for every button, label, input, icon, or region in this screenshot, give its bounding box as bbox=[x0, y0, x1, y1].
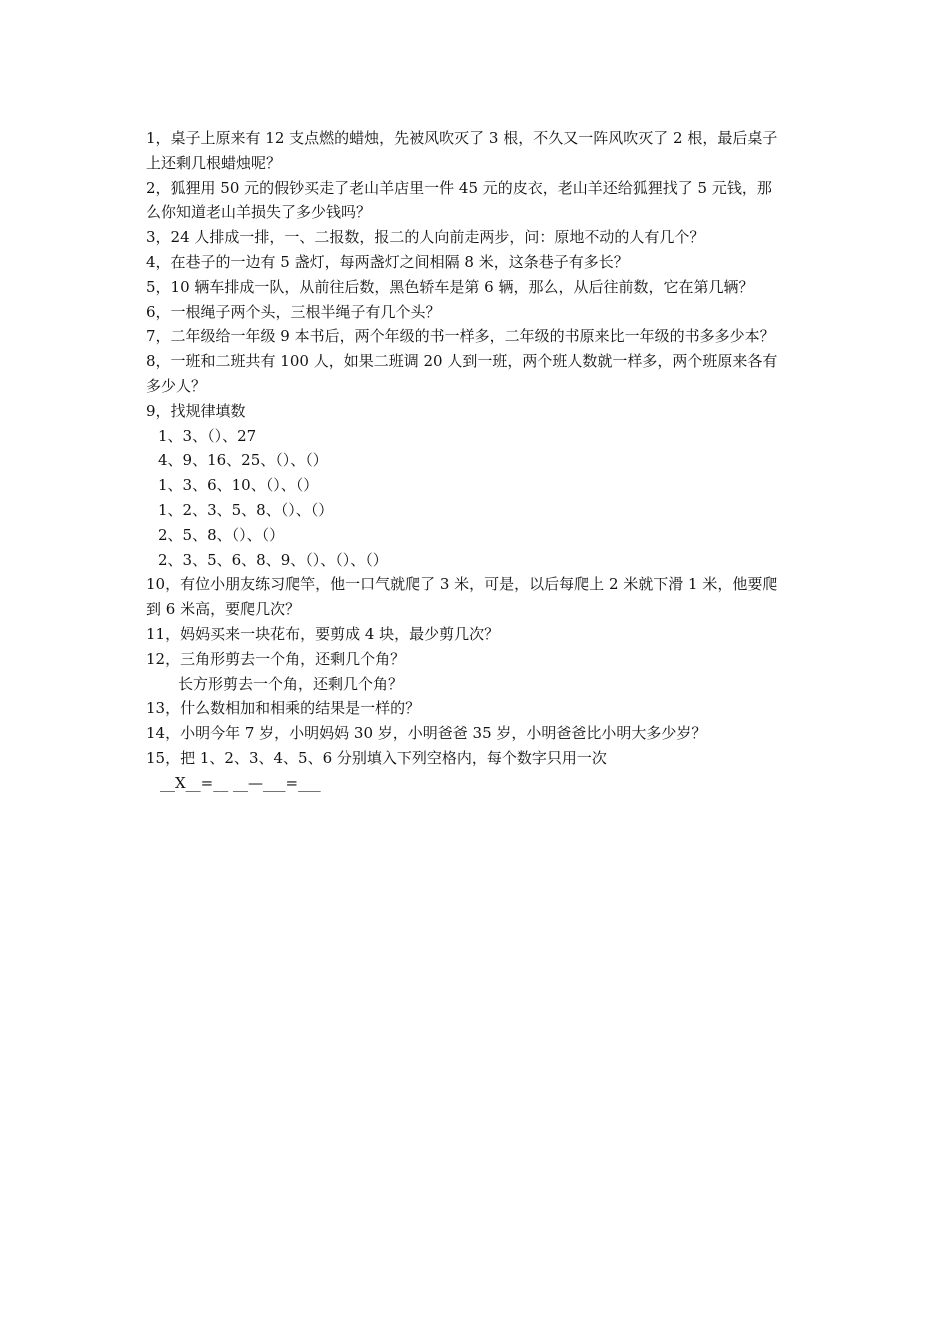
text-line: 6，一根绳子两个头，三根半绳子有几个头？ bbox=[146, 302, 441, 321]
text-line: 2，狐狸用 50 元的假钞买走了老山羊店里一件 45 元的皮衣，老山羊还给狐狸找了 5 元钱，那 bbox=[146, 178, 772, 197]
text-line: 13，什么数相加和相乘的结果是一样的？ bbox=[146, 699, 421, 718]
sequence-line: 2、3、5、6、8、9、（）、（）、（） bbox=[158, 550, 388, 569]
sequence-line: 1、3、（）、27 bbox=[158, 426, 257, 445]
text-line: 9，找规律填数 bbox=[146, 401, 246, 420]
text-line: 7，二年级给一年级 9 本书后，两个年级的书一样多，二年级的书原来比一年级的书多多少本？ bbox=[146, 327, 775, 346]
text-line: 1，桌子上原来有 12 支点燃的蜡烛，先被风吹灭了 3 根，不久又一阵风吹灭了 2 根，最后桌子 bbox=[146, 129, 778, 147]
sequence-line: 4、9、16、25、（）、（） bbox=[158, 451, 328, 470]
sub-question-line: 长方形剪去一个角，还剩几个角？ bbox=[178, 674, 404, 693]
sequence-line: 1、3、6、10、（）、（） bbox=[158, 476, 319, 495]
sequence-line: 2、5、8、（）、（） bbox=[158, 525, 285, 544]
text-line: 到 6 米高，要爬几次？ bbox=[146, 600, 301, 619]
document-body bbox=[146, 126, 816, 796]
text-line: 12，三角形剪去一个角，还剩几个角？ bbox=[146, 649, 406, 668]
text-line: 3，24 人排成一排，一、二报数，报二的人向前走两步，问：原地不动的人有几个？ bbox=[146, 228, 705, 247]
text-line: 11，妈妈买来一块花布，要剪成 4 块，最少剪几次？ bbox=[146, 624, 500, 643]
text-line: 14，小明今年 7 岁，小明妈妈 30 岁，小明爸爸 35 岁，小明爸爸比小明大多少岁？ bbox=[146, 724, 707, 743]
text-line: 10，有位小朋友练习爬竿，他一口气就爬了 3 米，可是，以后每爬上 2 米就下滑 1 米，他要爬 bbox=[146, 575, 778, 594]
text-line: 么你知道老山羊损失了多少钱吗？ bbox=[146, 203, 372, 222]
text-line: 多少人？ bbox=[146, 376, 207, 395]
text-line: 5，10 辆车排成一队，从前往后数，黑色轿车是第 6 辆，那么，从后往前数，它在第几辆？ bbox=[146, 277, 754, 296]
text-line: 上还剩几根蜡烛呢？ bbox=[146, 153, 282, 172]
fill-in-blank-line: __X__=__ __—___=___ bbox=[160, 773, 321, 792]
text-line: 4，在巷子的一边有 5 盏灯，每两盏灯之间相隔 8 米，这条巷子有多长？ bbox=[146, 252, 629, 271]
sequence-line: 1、2、3、5、8、（）、（） bbox=[158, 500, 334, 519]
text-line: 15，把 1、2、3、4、5、6 分别填入下列空格内，每个数字只用一次 bbox=[146, 748, 607, 767]
text-line: 8，一班和二班共有 100 人，如果二班调 20 人到一班，两个班人数就一样多，两个班原来各有 bbox=[146, 352, 778, 371]
